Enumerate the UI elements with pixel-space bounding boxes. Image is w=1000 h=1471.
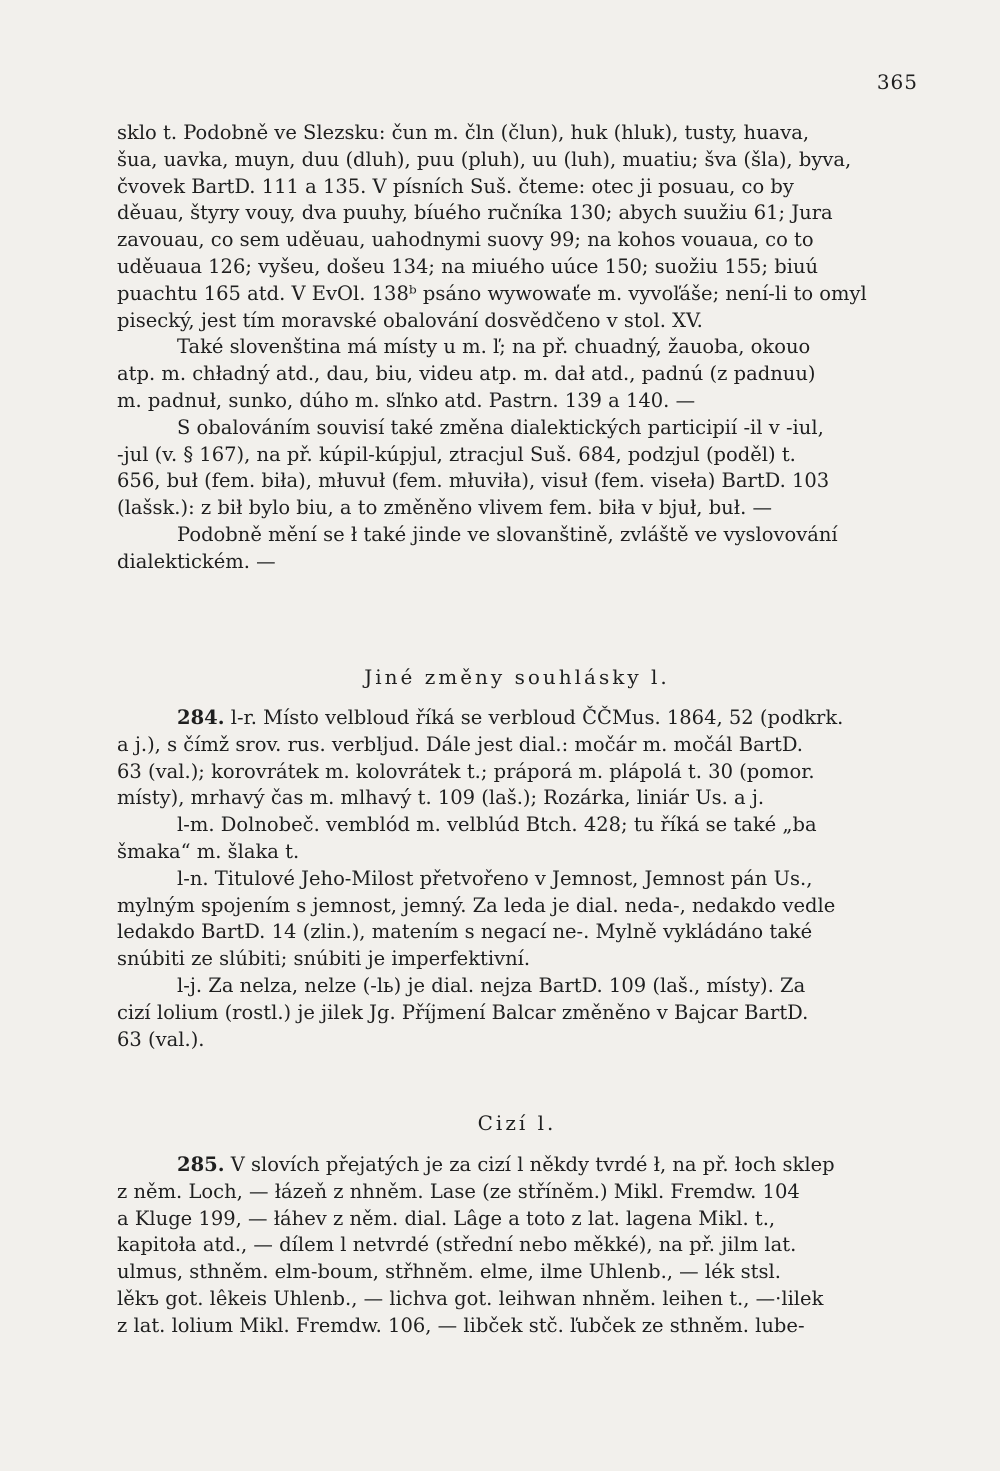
paragraph-l-m: l-m. Dolnobeč. vemblód m. velblúd Btch. 428; tu říká se také „ba šmaka“ m. šlaka t. xyxy=(117,813,817,863)
paragraph-l-j: l-j. Za nelza, nelze (-lь) je dial. nejza BartD. 109 (laš., místy). Za cizí lolium (rostl.) je jilek Jg. Příjmení Balcar změněno v Bajcar BartD. 63 (val.). xyxy=(117,973,809,1051)
paragraph-cizi-l xyxy=(117,1152,917,1340)
paragraph-participia: S obalováním souvisí také změna dialektických participií -il v -iul, -jul (v. § 167), na př. kúpil-kúpjul, ztracjul Suš. 684, podzjul (poděl) t. 656, buł (fem. biła), młuvuł (fem. młuviła), visuł (fem. viseła) BartD. 103 (lašsk.): z bił bylo biu, a to změněno vlivem fem. biła v bjuł, buł. — xyxy=(117,415,830,520)
paragraph-l-r xyxy=(117,705,917,812)
section-number: 285. xyxy=(177,1153,225,1176)
section-284 xyxy=(117,705,917,1053)
paragraph-slovenstina: Také slovenština má místy u m. ľ; na př. chuadný, žauoba, okouo atp. m. chładný atd., dau, biu, videu atp. m. dał atd., padnú (z padnuu) m. padnuł, sunko, dúho m. sľnko atd. Pastrn. 139 a 140. — xyxy=(117,335,816,412)
section-heading-cizi-l: Cizí l. xyxy=(477,1111,557,1135)
paragraph-text: V slovích přejatých je za cizí l někdy tvrdé ł, na př. łoch sklep z něm. Loch, — łázeň z nhněm. Lase (ze stříněm.) Mikl. Fremdw. 104 a Kluge 199, — łáhev z něm. dial. Lâge a toto z lat. lagena Mikl. t., kapitoła atd., — dílem l netvrdé (střední nebo měkké), na př. jilm lat. ulmus, sthněm. elm-boum, střhněm. elme, ilme Uhlenb., — lék stsl. lěkъ got. lêkeis Uhlenb., — lichva got. leihwan nhněm. leihen t., —·lilek z lat. lolium Mikl. Fremdw. 106, — libček stč. ľubček ze sthněm. lube- xyxy=(117,1153,835,1337)
section-heading-jine-zmeny: Jiné změny souhlásky l. xyxy=(364,665,670,689)
section-number: 284. xyxy=(177,706,225,729)
paragraph-l-n: l-n. Titulové Jeho-Milost přetvořeno v Jemnost, Jemnost pán Us., mylným spojením s jemnost, jemný. Za leda je dial. neda-, nedakdo vedle ledakdo BartD. 14 (zlin.), matením s negací ne-. Mylně vykládáno také snúbiti ze slúbiti; snúbiti je imperfektivní. xyxy=(117,866,836,971)
section-285 xyxy=(117,1152,917,1340)
page-number: 365 xyxy=(876,70,918,94)
paragraph-slovanstina: Podobně mění se ł také jinde ve slovanštině, zvláště ve vyslovování dialektickém. — xyxy=(117,522,838,573)
text-block-1 xyxy=(117,120,917,576)
paragraph-text: l-r. Místo velbloud říká se verbloud ČČMus. 1864, 52 (podkrk. a j.), s čímž srov. rus. verbljud. Dále jest dial.: močár m. močál BartD. 63 (val.); korovrátek m. kolovrátek t.; práporá m. plápolá t. 30 (pomor. místy), mrhavý čas m. mlhavý t. 109 (laš.); Rozárka, liniár Us. a j. xyxy=(117,706,844,810)
paragraph-obalovani: sklo t. Podobně ve Slezsku: čun m. čln (člun), huk (hluk), tusty, huava, šua, uavka, muyn, duu (dluh), puu (pluh), uu (luh), muatiu; šva (šla), byva, čvovek BartD. 111 a 135. V písních Suš. čteme: otec ji posuau, co by děuau, štyry vouy, dva puuhy, bíuého ručníka 130; abych suužiu 61; Jura zavouau, co sem uděuau, uahodnymi suovy 99; na kohos vouaua, co to uděuaua 126; vyšeu, došeu 134; na miuého uúce 150; suožiu 155; biuú puachtu 165 atd. V EvOl. 138ᵇ psáno wywowaťe m. vyvoľáše; není-li to omyl pisecký, jest tím moravské obalování dosvědčeno v stol. XV. xyxy=(117,121,867,332)
